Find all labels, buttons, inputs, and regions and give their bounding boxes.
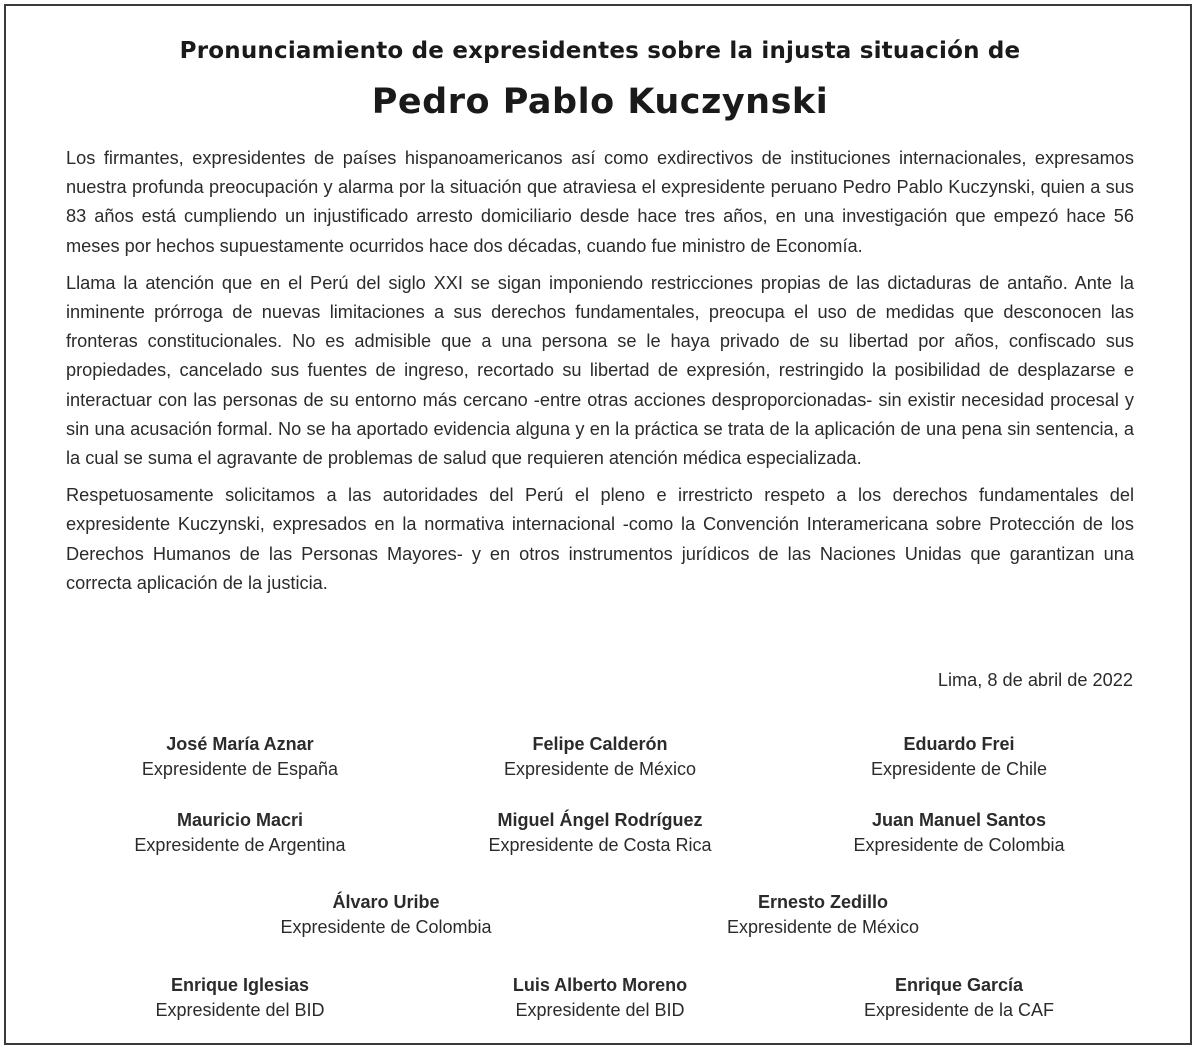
signatory-name: Enrique Iglesias <box>170 975 310 995</box>
signatory-block <box>779 808 1139 858</box>
signatory-role: Expresidente del BID <box>515 1000 685 1020</box>
signatory-block <box>420 808 780 858</box>
signatory-role: Expresidente de Chile <box>870 759 1048 779</box>
signatory-block <box>60 808 420 858</box>
paragraph-3: Respetuosamente solicitamos a las autoridades del Perú el pleno e irrestricto respeto a los derechos fundamentales del expresidente Kuczynski, expresados en la normativa internacional -como la Convención Interamericana sobre Protección de los Derechos Humanos de las Personas Mayores- y en otros instrumentos jurídicos de las Naciones Unidas que garantizan una correcta aplicación de la justicia. <box>66 485 1134 593</box>
signatory-block <box>643 890 1003 940</box>
signatory-name: Miguel Ángel Rodríguez <box>497 810 703 830</box>
signatory-name: Luis Alberto Moreno <box>512 975 688 995</box>
signatory-name: Álvaro Uribe <box>332 892 440 912</box>
signatory-role: Expresidente de México <box>726 917 920 937</box>
signatory-block <box>60 732 420 782</box>
signatory-name: Juan Manuel Santos <box>871 810 1047 830</box>
signatory-block <box>206 890 566 940</box>
signatory-role: Expresidente de Argentina <box>134 835 346 855</box>
paragraph-2: Llama la atención que en el Perú del siglo XXI se sigan imponiendo restricciones propias de las dictaduras de antaño. Ante la inminente prórroga de nuevas limitaciones a sus derechos fundamentales, preocupa el uso de medidas que desconocen las fronteras constitucionales. No es admisible que a una persona se le haya privado de su libertad por años, confiscado sus propiedades, cancelado sus fuentes de ingreso, recortado su libertad de expresión, restringido la posibilidad de desplazarse e interactuar con las personas de su entorno más cercano -entre otras acciones desproporcionadas- sin existir necesidad procesal y sin una acusación formal. No se ha aportado evidencia alguna y en la práctica se trata de la aplicación de una pena sin sentencia, a la cual se suma el agravante de problemas de salud que requieren atención médica especializada. <box>66 272 1134 469</box>
signatory-role: Expresidente de Costa Rica <box>488 835 712 855</box>
signatory-role: Expresidente de México <box>503 759 697 779</box>
signatory-role: Expresidente de España <box>141 759 339 779</box>
paragraph-1: Los firmantes, expresidentes de países hispanoamericanos así como exdirectivos de instituciones internacionales, expresamos nuestra profunda preocupación y alarma por la situación que atraviesa el expresidente peruano Pedro Pablo Kuczynski, quien a sus 83 años está cumpliendo un injustificado arresto domiciliario desde hace tres años, en una investigación que empezó hace 56 meses por hechos supuestamente ocurridos hace dos décadas, cuando fue ministro de Economía. <box>66 148 1134 256</box>
body-text <box>66 144 1134 606</box>
signatory-name: Ernesto Zedillo <box>757 892 889 912</box>
signatory-role: Expresidente de Colombia <box>853 835 1065 855</box>
signatory-name: Enrique García <box>894 975 1024 995</box>
signatory-role: Expresidente de la CAF <box>863 1000 1055 1020</box>
signatory-name: José María Aznar <box>166 734 314 754</box>
signatory-role: Expresidente de Colombia <box>280 917 492 937</box>
signatory-block <box>60 973 420 1023</box>
signatory-block <box>420 973 780 1023</box>
signatory-name: Felipe Calderón <box>532 734 668 754</box>
signatory-role: Expresidente del BID <box>155 1000 325 1020</box>
title-line-1: Pronunciamiento de expresidentes sobre la injusta situación de <box>179 38 1021 64</box>
date-line: Lima, 8 de abril de 2022 <box>937 670 1133 690</box>
signatory-block <box>779 973 1139 1023</box>
title-line-2: Pedro Pablo Kuczynski <box>371 82 829 122</box>
signatory-block <box>420 732 780 782</box>
signatory-name: Mauricio Macri <box>176 810 304 830</box>
signatory-name: Eduardo Frei <box>903 734 1015 754</box>
signatory-block <box>779 732 1139 782</box>
